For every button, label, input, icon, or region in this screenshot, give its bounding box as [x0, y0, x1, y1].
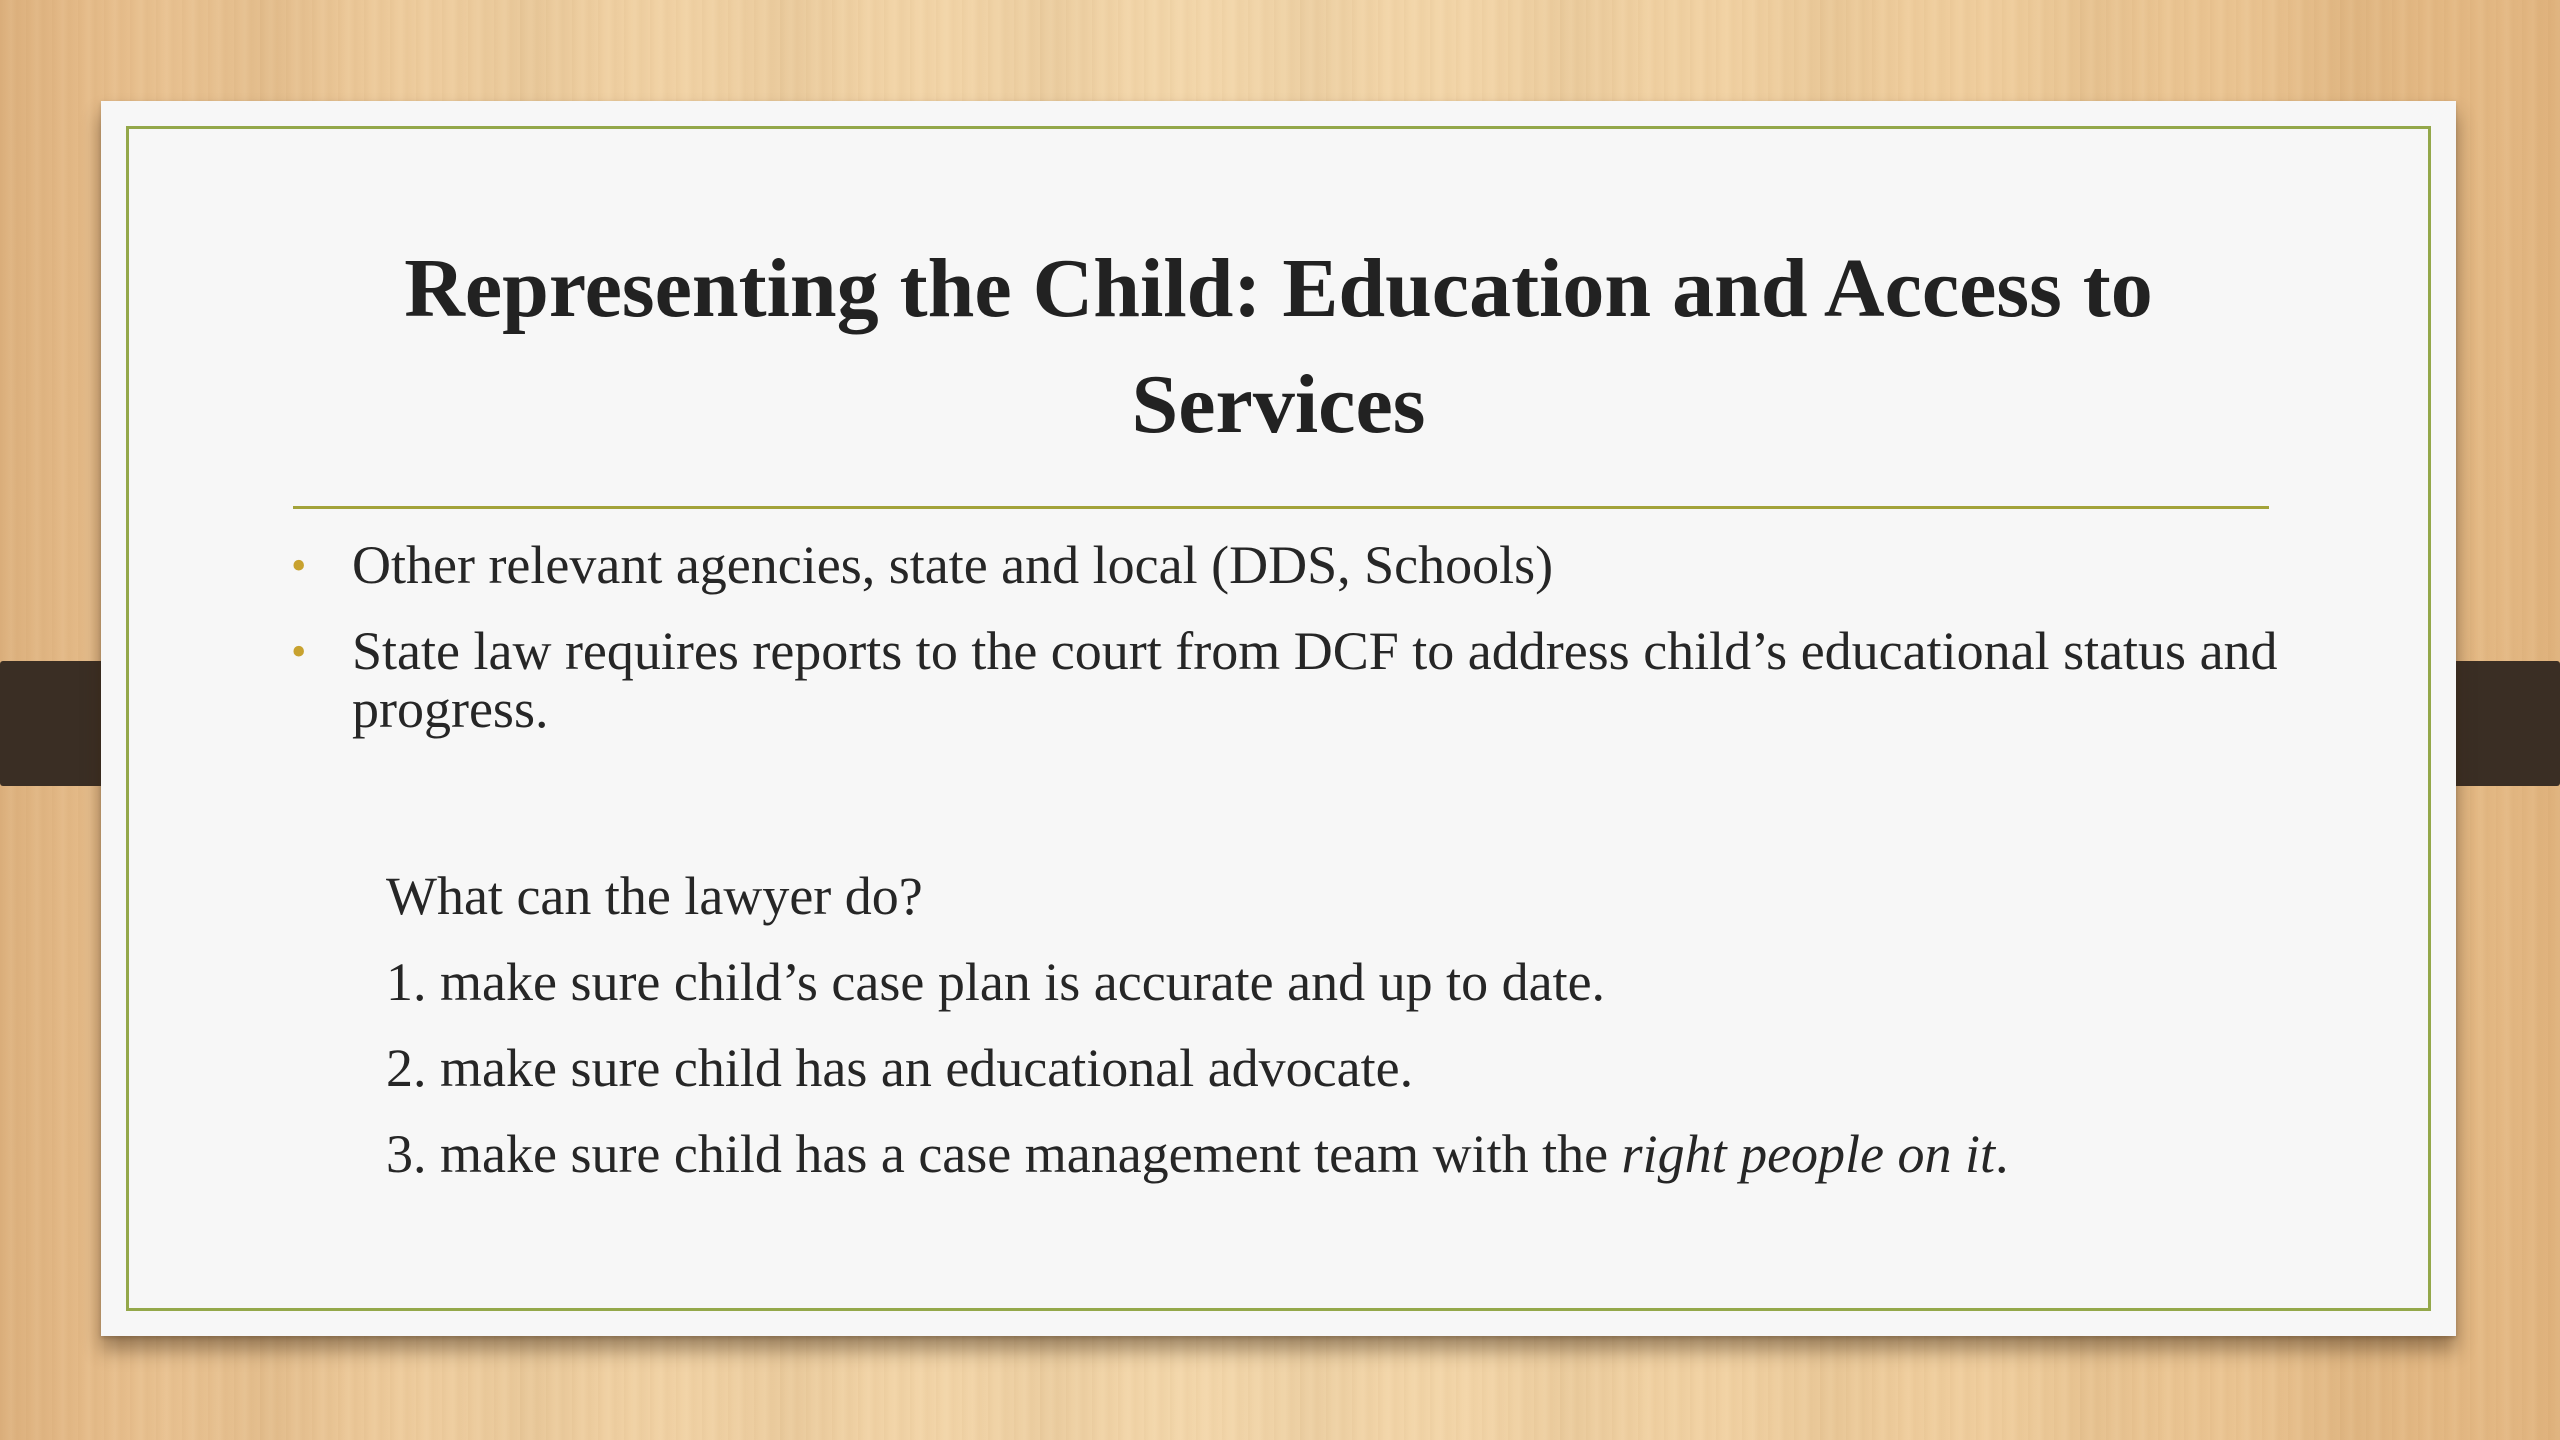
step-text: 3. make sure child has a case management team with the [386, 1124, 1622, 1184]
bullet-item [291, 536, 2291, 594]
question-line: What can the lawyer do? [386, 866, 923, 926]
bullet-dot-icon: • [291, 627, 307, 676]
bullet-text: State law requires reports to the court from DCF to address child’s educational status and progress. [352, 621, 2278, 739]
slide-card [101, 101, 2456, 1336]
bullet-item [291, 622, 2291, 738]
step-suffix: . [1995, 1124, 2009, 1184]
slide-title: Representing the Child: Education and Access to Services [404, 242, 2153, 451]
step-emphasis: right people on it [1621, 1124, 1996, 1184]
bullet-list [291, 536, 2291, 766]
lawyer-actions [386, 867, 2286, 1211]
title-divider [293, 506, 2269, 509]
step-item: 1. make sure child’s case plan is accurate and up to date. [386, 952, 1606, 1012]
step-item: 2. make sure child has an educational advocate. [386, 1038, 1414, 1098]
bullet-dot-icon: • [291, 541, 307, 590]
step-item [386, 1125, 2286, 1183]
bullet-text: Other relevant agencies, state and local (DDS, Schools) [352, 535, 1554, 595]
